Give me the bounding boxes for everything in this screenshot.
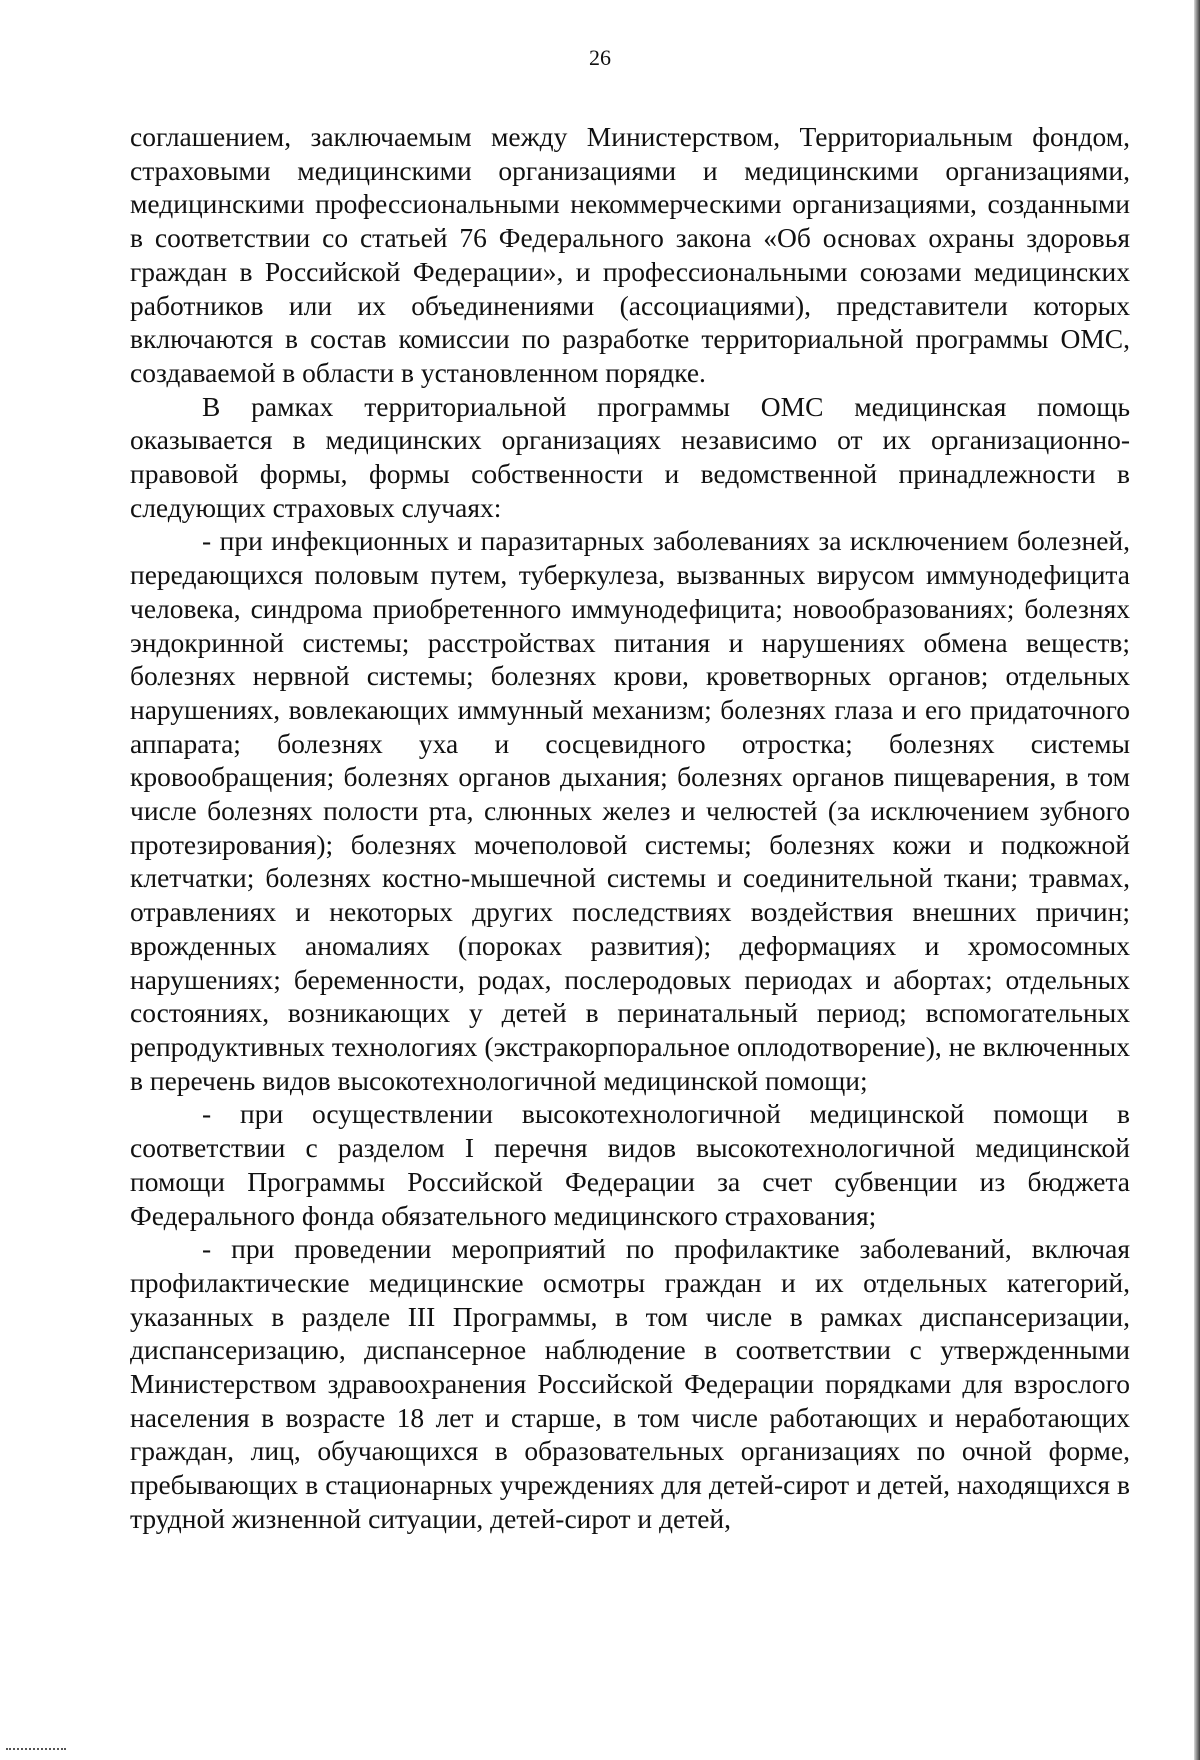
document-body (130, 120, 1130, 1536)
paragraph-continuation: соглашением, заключаемым между Министерством, Территориальным фондом, страховыми медицинскими организациями и медицинскими организациями, медицинскими профессиональными некоммерческими организациями, созданными в соответствии со статьей 76 Федерального закона «Об основах охраны здоровья граждан в Российской Федерации», и профессиональными союзами медицинских работников или их объединениями (ассоциациями), представители которых включаются в состав комиссии по разработке территориальной программы ОМС, создаваемой в области в установленном порядке. (130, 121, 1130, 388)
scan-edge-shadow (1194, 0, 1200, 1760)
list-item-high-tech-care: - при осуществлении высокотехнологичной медицинской помощи в соответствии с разделом I перечня видов высокотехнологичной медицинской помощи Программы Российской Федерации за счет субвенции из бюджета Федерального фонда обязательного медицинского страхования; (130, 1098, 1130, 1231)
paragraph-insured-cases-intro: В рамках территориальной программы ОМС медицинская помощь оказывается в медицинских организациях независимо от их организационно-правовой формы, формы собственности и ведомственной принадлежности в следующих страховых случаях: (130, 390, 1130, 523)
list-item-diseases: - при инфекционных и паразитарных заболеваниях за исключением болезней, передающихся половым путем, туберкулеза, вызванных вирусом иммунодефицита человека, синдрома приобретенного иммунодефицита; новообразованиях; болезнях эндокринной системы; расстройствах питания и нарушениях обмена веществ; болезнях нервной системы; болезнях крови, кроветворных органов; отдельных нарушениях, вовлекающих иммунный механизм; болезнях глаза и его придаточного аппарата; болезнях уха и сосцевидного отростка; болезнях системы кровообращения; болезнях органов дыхания; болезнях органов пищеварения, в том числе болезнях полости рта, слюнных желез и челюстей (за исключением зубного протезирования); болезнях мочеполовой системы; болезнях кожи и подкожной клетчатки; болезнях костно-мышечной системы и соединительной ткани; травмах, отравлениях и некоторых других последствиях воздействия внешних причин; врожденных аномалиях (пороках развития); деформациях и хромосомных нарушениях; беременности, родах, послеродовых периодах и абортах; отдельных состояниях, возникающих у детей в перинатальный период; вспомогательных репродуктивных технологиях (экстракорпоральное оплодотворение), не включенных в перечень видов высокотехнологичной медицинской помощи; (130, 525, 1130, 1096)
scan-dotted-mark (6, 1748, 66, 1752)
page-number: 26 (589, 45, 611, 70)
list-item-prevention: - при проведении мероприятий по профилактике заболеваний, включая профилактические медицинские осмотры граждан и их отдельных категорий, указанных в разделе III Программы, в том числе в рамках диспансеризации, диспансеризацию, диспансерное наблюдение в соответствии с утвержденными Министерством здравоохранения Российской Федерации порядками для взрослого населения в возрасте 18 лет и старше, в том числе работающих и неработающих граждан, лиц, обучающихся в образовательных организациях по очной форме, пребывающих в стационарных учреждениях для детей-сирот и детей, находящихся в трудной жизненной ситуации, детей-сирот и детей, (130, 1233, 1130, 1534)
